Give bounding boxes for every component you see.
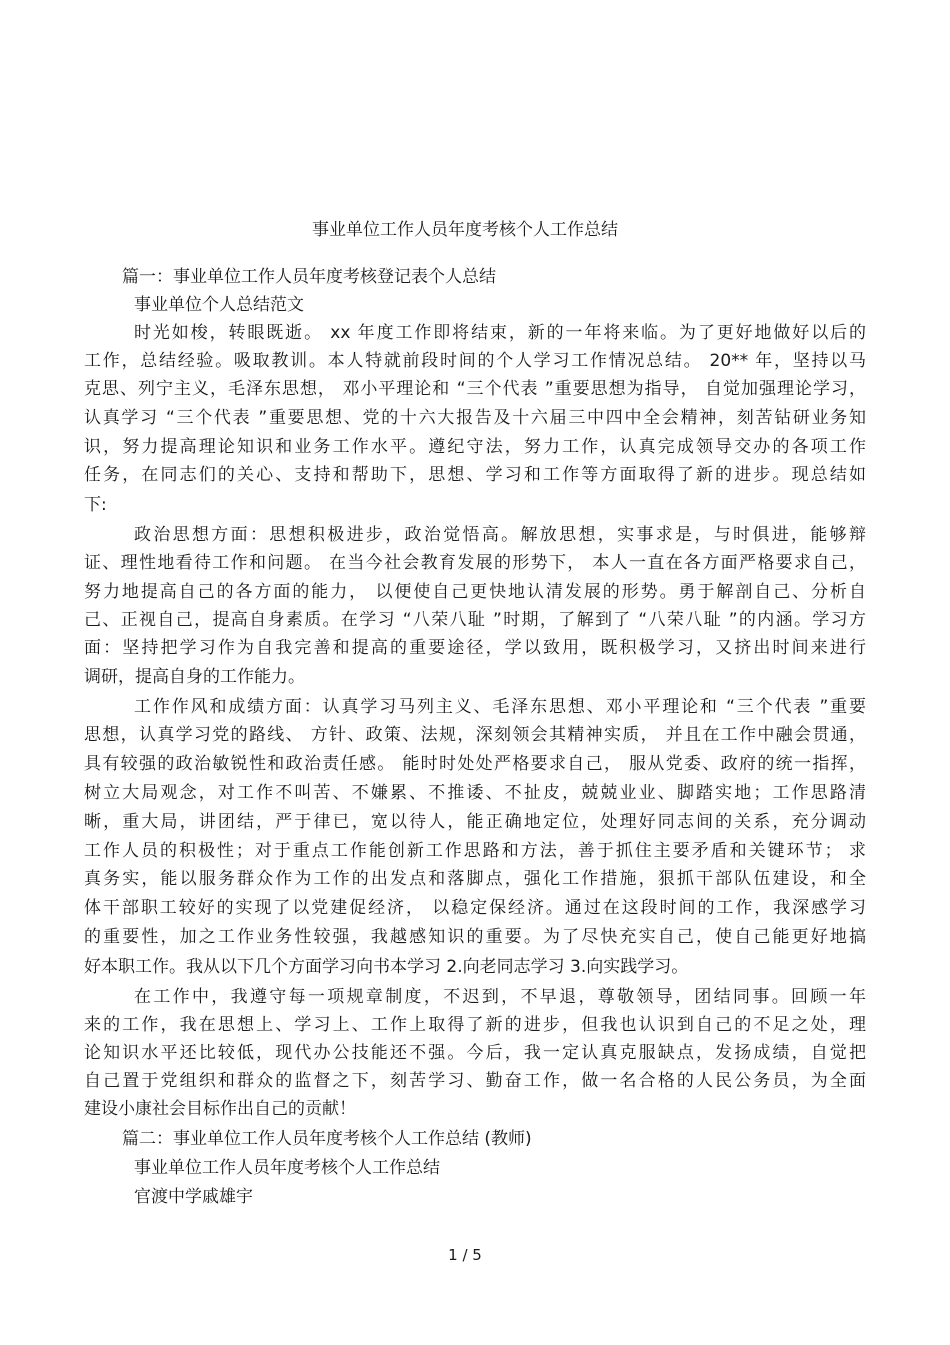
document-title: 事业单位工作人员年度考核个人工作总结	[312, 220, 618, 240]
paragraph-line: 晰，重大局，讲团结，严于律已，宽以待人，能正确地定位，处理好同志间的关系，充分调动	[84, 812, 866, 832]
paragraph-line: 来的工作，我在思想上、学习上、工作上取得了新的进步，但我也认识到自己的不足之处，理	[84, 1015, 866, 1035]
paragraph-line: 时光如梭，转眼既逝。 xx 年度工作即将结束，新的一年将来临。为了更好地做好以后的	[134, 323, 866, 343]
paragraph-line: 下:	[84, 495, 107, 515]
page-number: 1 / 5	[448, 1246, 482, 1264]
section-heading-1: 篇一：事业单位工作人员年度考核登记表个人总结	[122, 267, 496, 287]
subheading: 事业单位工作人员年度考核个人工作总结	[134, 1158, 440, 1178]
paragraph-line: 在工作中，我遵守每一项规章制度，不迟到，不早退，尊敬领导，团结同事。回顾一年	[134, 987, 866, 1007]
paragraph-line: 认真学习 “三个代表 ”重要思想、党的十六大报告及十六届三中四中全会精神，刻苦钻研业务知	[84, 408, 866, 428]
paragraph-line: 努力地提高自己的各方面的能力， 以便使自己更快地认清发展的形势。勇于解剖自己、分析自	[84, 582, 866, 602]
section-heading-2: 篇二：事业单位工作人员年度考核个人工作总结 (教师)	[122, 1129, 532, 1149]
paragraph-line: 克思、列宁主义，毛泽东思想， 邓小平理论和 “三个代表 ”重要思想为指导， 自觉加强理论学习，	[84, 379, 866, 399]
paragraph-line: 体干部职工较好的实现了以党建促经济， 以稳定保经济。通过在这段时间的工作，我深感学习	[84, 898, 866, 918]
paragraph-line: 面：坚持把学习作为自我完善和提高的重要途径，学以致用，既积极学习，又挤出时间来进行	[84, 638, 866, 658]
paragraph-line: 论知识水平还比较低，现代办公技能还不强。今后，我一定认真克服缺点，发扬成绩，自觉把	[84, 1043, 866, 1063]
paragraph-line: 真务实，能以服务群众作为工作的出发点和落脚点，强化工作措施，狠抓干部队伍建设，和全	[84, 869, 866, 889]
author-line: 官渡中学戚雄宇	[134, 1187, 253, 1207]
paragraph-line: 调研，提高自身的工作能力。	[84, 667, 305, 687]
paragraph-line: 思想，认真学习党的路线、 方针、政策、法规，深刻领会其精神实质， 并且在工作中融会贯通，	[84, 725, 866, 745]
paragraph-line: 证、理性地看待工作和问题。 在当今社会教育发展的形势下， 本人一直在各方面严格要求自己，	[84, 553, 866, 573]
subheading: 事业单位个人总结范文	[134, 295, 304, 315]
paragraph-line: 工作，总结经验。吸取教训。本人特就前段时间的个人学习工作情况总结。 20** 年，坚持以马	[84, 351, 866, 371]
paragraph-line: 政治思想方面：思想积极进步，政治觉悟高。解放思想，实事求是，与时俱进，能够辩	[134, 525, 866, 545]
paragraph-line: 识，努力提高理论知识和业务工作水平。遵纪守法，努力工作，认真完成领导交办的各项工作	[84, 437, 866, 457]
paragraph-line: 具有较强的政治敏锐性和政治责任感。 能时时处处严格要求自己， 服从党委、政府的统一指挥，	[84, 754, 866, 774]
paragraph-line: 己、正视自己，提高自身素质。在学习 “八荣八耻 ”时期，了解到了 “八荣八耻 ”的内涵。学习方	[84, 610, 866, 630]
paragraph-line: 任务，在同志们的关心、支持和帮助下，思想、学习和工作等方面取得了新的进步。现总结如	[84, 465, 866, 485]
paragraph-line: 的重要性，加之工作业务性较强，我越感知识的重要。为了尽快充实自己，使自己能更好地搞	[84, 927, 866, 947]
paragraph-line: 好本职工作。我从以下几个方面学习向书本学习 2.向老同志学习 3.向实践学习。	[84, 957, 689, 977]
paragraph-line: 建设小康社会目标作出自己的贡献！	[84, 1099, 356, 1119]
paragraph-line: 工作人员的积极性；对于重点工作能创新工作思路和方法，善于抓住主要矛盾和关键环节； 求	[84, 841, 866, 861]
paragraph-line: 工作作风和成绩方面：认真学习马列主义、毛泽东思想、邓小平理论和 “三个代表 ”重要	[134, 697, 866, 717]
paragraph-line: 树立大局观念，对工作不叫苦、不嫌累、不推诿、不扯皮，兢兢业业、脚踏实地；工作思路清	[84, 783, 866, 803]
paragraph-line: 自己置于党组织和群众的监督之下，刻苦学习、勤奋工作，做一名合格的人民公务员，为全面	[84, 1071, 866, 1091]
